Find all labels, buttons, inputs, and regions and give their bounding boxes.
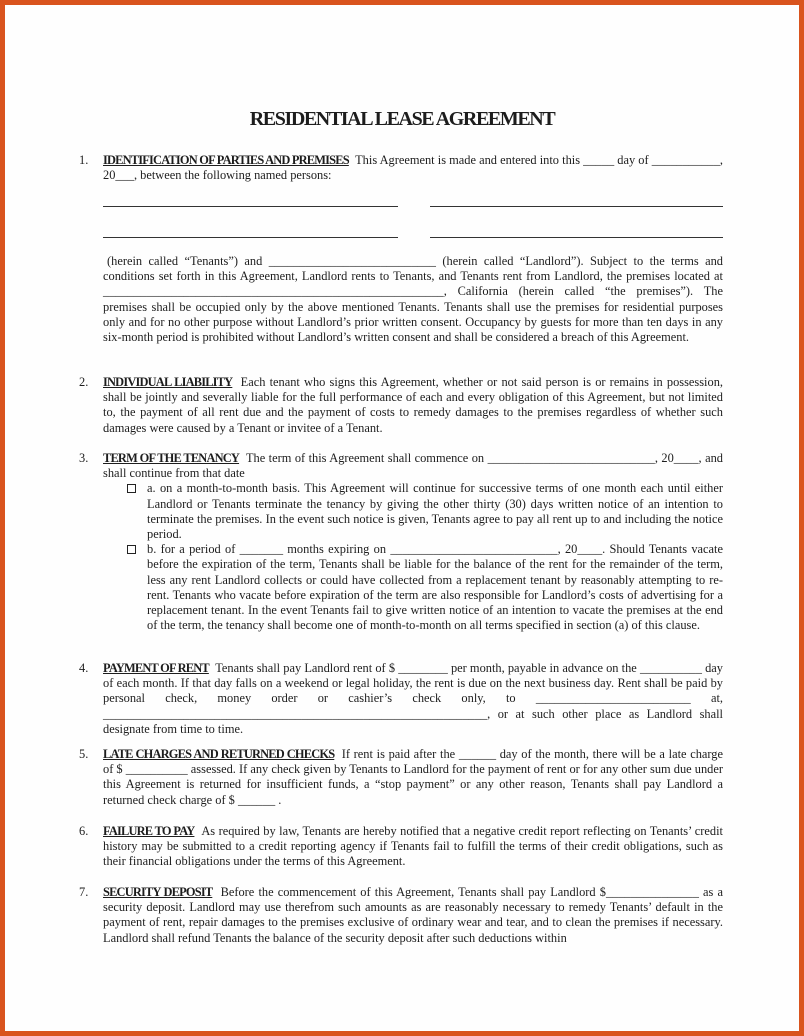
clause-heading: SECURITY DEPOSIT [103,885,213,899]
clause-number: 7. [79,885,89,899]
clause-heading: TERM OF THE TENANCY [103,451,240,465]
signature-lines-row-2 [103,237,723,239]
clause-text: If rent is paid after the ______ day of the month, there will be a late charge of $ __________ assessed. If any check given by Tenants to Landlord for the payment of rent or for any other sum due under this Agreement is returned for insufficient funds, a “stop payment” or any other reason, Tenants shall pay Landlord a returned check charge of $ ______ . [103,747,723,807]
clause-5 [79,747,723,808]
option-text: a. on a month-to-month basis. This Agreement will continue for successive terms of one month each until either Landlord or Tenants terminate the tenancy by giving the other thirty (30) days written notice of an intention to terminate the premises. In the event such notice is given, Tenants agree to pay all rent up to and including the notice period. [147,481,723,542]
signature-lines-row-1 [103,206,723,208]
clause-text: Tenants shall pay Landlord rent of $ ________ per month, payable in advance on the __________ day of each month. If that day falls on a weekend or legal holiday, the rent is due on the next business day. Rent shall be paid by personal check, money order or cashier’s check only, to _________________________ at, ______________________________________________________________, or at such other place as Landlord shall designate from time to time. [103,661,723,736]
tenant-signature-line[interactable] [430,206,723,207]
clause-heading: IDENTIFICATION OF PARTIES AND PREMISES [103,153,349,167]
clause-number: 6. [79,824,89,838]
term-option-a [103,481,723,542]
clause-heading: LATE CHARGES AND RETURNED CHECKS [103,747,335,761]
clause-7 [79,885,723,946]
clause-heading: PAYMENT OF RENT [103,661,209,675]
clause-text: This Agreement is made and entered into this _____ day of ___________, 20___, between the following named persons: [103,153,723,183]
term-option-b [103,542,723,633]
clause-number: 5. [79,747,89,761]
tenant-signature-line[interactable] [103,206,398,207]
clause-4 [79,661,723,737]
clause-2 [79,375,723,436]
option-text: b. for a period of _______ months expiring on ___________________________, 20____. Should Tenants vacate before the expiration of the term, Tenants shall be liable for the balance of the rent for the remainder of the term, less any rent Landlord collects or could have collected from a replacement tenant by reasonably attempting to re-rent. Tenants who vacate before expiration of the term are also responsible for Landlord’s costs of advertising for a replacement tenant. In the event Tenants fail to give written notice of an intention to vacate the premises at the end of the term, the tenancy shall become one of month-to-month on all terms specified in section (a) of this clause. [147,542,723,633]
clause-heading: FAILURE TO PAY [103,824,195,838]
clause-heading: INDIVIDUAL LIABILITY [103,375,233,389]
clause-text: Before the commencement of this Agreement, Tenants shall pay Landlord $_______________ as a security deposit. Landlord may use therefrom such amounts as are reasonably necessary to remedy Tenants’ default in the payment of rent, repair damages to the premises exclusive of ordinary wear and tear, and to clean the premises if necessary. Landlord shall refund Tenants the balance of the security deposit after such deductions within [103,885,723,945]
clause-3 [79,451,723,633]
clause-1-continuation: (herein called “Tenants”) and ___________________________ (herein called “Landlord”). Subject to the terms and conditions set forth in this Agreement, Landlord rents to Tenants, and Tenants rent from Landlord, the premises located at _______________________________________________________, California (herein called “the premises”). The premises shall be occupied only by the above mentioned Tenants. Tenants shall use the premises for residential purposes only and for no other purpose without Landlord’s prior written consent. Occupancy by guests for more than ten days in any six-month period is prohibited without Landlord’s written consent and shall be considered a breach of this Agreement. [103,254,723,345]
clause-number: 2. [79,375,89,389]
document-title: RESIDENTIAL LEASE AGREEMENT [249,108,555,130]
clause-text: As required by law, Tenants are hereby notified that a negative credit report reflecting on Tenants’ credit history may be submitted to a credit reporting agency if Tenants fail to fulfill the terms of their credit obligations, such as their financial obligations under the terms of this Agreement. [103,824,723,869]
document-page [5,5,799,1031]
clause-1 [79,153,723,183]
clause-number: 1. [79,153,89,167]
clause-number: 4. [79,661,89,675]
clause-text: The term of this Agreement shall commence on ___________________________, 20____, and shall continue from that date [103,451,723,481]
tenant-signature-line[interactable] [103,237,398,238]
tenant-signature-line[interactable] [430,237,723,238]
clause-text: Each tenant who signs this Agreement, whether or not said person is or remains in possession, shall be jointly and severally liable for the full performance of each and every obligation of this Agreement, but not limited to, the payment of all rent due and the payment of costs to remedy damages to the premises regardless of whether such damages were caused by a Tenant or invitee of a Tenant. [103,375,723,435]
clause-6 [79,824,723,870]
option-b-checkbox[interactable] [127,545,136,554]
clause-number: 3. [79,451,89,465]
option-a-checkbox[interactable] [127,484,136,493]
